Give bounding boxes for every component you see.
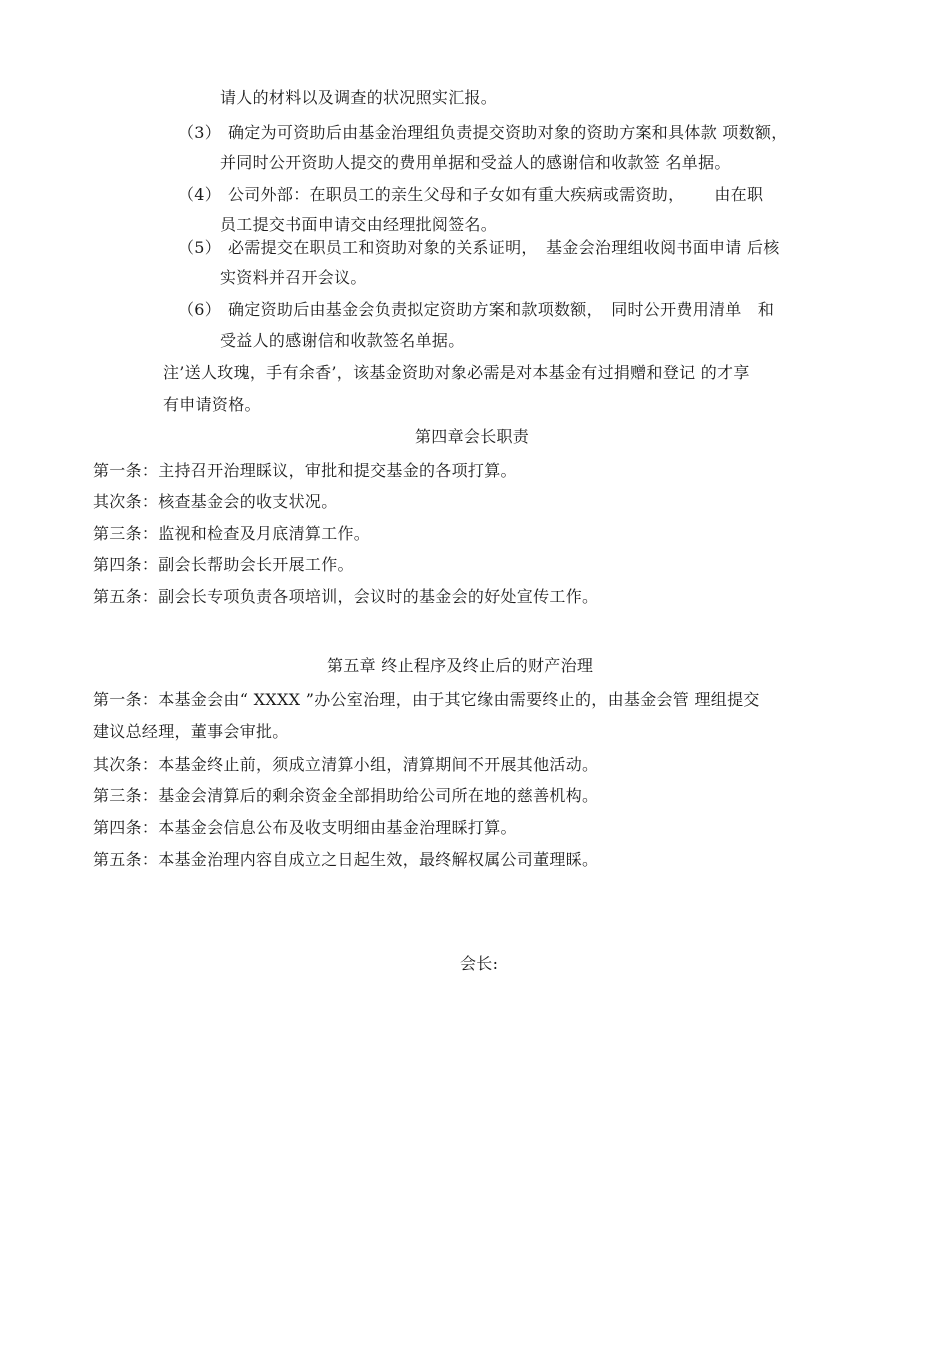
item-line xyxy=(178,238,780,258)
chapter5-title: 第五章 终止程序及终止后的财产治理 xyxy=(327,656,594,675)
item-text: 公司外部：在职员工的亲生父母和子女如有重大疾病或需资助， 由在职 xyxy=(228,185,764,204)
article: 第四条：副会长帮助会长开展工作。 xyxy=(93,555,354,574)
item-text-cont: 实资料并召开会议。 xyxy=(220,268,367,287)
item-line xyxy=(178,185,763,205)
article: 第四条：本基金会信息公布及收支明细由基金治理睬打算。 xyxy=(93,818,517,837)
article-1-line-1: 第一条：本基金会由“ XXXX ”办公室治理，由于其它缘由需要终止的，由基金会管 理组提交 xyxy=(93,690,760,709)
article: 第五条：副会长专项负责各项培训，会议时的基金会的好处宣传工作。 xyxy=(93,587,599,606)
article: 第三条：监视和检查及月底清算工作。 xyxy=(93,524,371,543)
president-signature-label: 会长: xyxy=(460,954,499,973)
item-text: 必需提交在职员工和资助对象的关系证明， 基金会治理组收阅书面申请 后核 xyxy=(228,238,780,257)
article: 第五条：本基金治理内容自成立之日起生效，最终解权属公司董理睬。 xyxy=(93,850,599,869)
chapter4-title: 第四章会长职责 xyxy=(415,427,530,446)
item-text-cont: 员工提交书面申请交由经理批阅签名。 xyxy=(220,215,498,234)
item-text: 确定资助后由基金会负责拟定资助方案和款项数额， 同时公开费用清单 和 xyxy=(228,300,775,319)
item-number: （6） xyxy=(178,300,222,319)
article: 其次条：核查基金会的收支状况。 xyxy=(93,492,338,511)
note-line-1: 注’送人玫瑰，手有余香’，该基金资助对象必需是对本基金有过捐赠和登记 的才享 xyxy=(163,363,750,382)
article: 第三条：基金会清算后的剩余资金全部捐助给公司所在地的慈善机构。 xyxy=(93,786,599,805)
note-line-2: 有申请资格。 xyxy=(163,395,261,414)
article-1-line-2: 建议总经理，董事会审批。 xyxy=(93,722,289,741)
intro-continuation: 请人的材料以及调查的状况照实汇报。 xyxy=(220,88,498,107)
article: 第一条：主持召开治理睬议，审批和提交基金的各项打算。 xyxy=(93,461,517,480)
item-number: （4） xyxy=(178,185,222,204)
item-line xyxy=(178,123,788,143)
item-number: （3） xyxy=(178,123,222,142)
item-number: （5） xyxy=(178,238,222,257)
item-line xyxy=(178,300,774,320)
item-text: 确定为可资助后由基金治理组负责提交资助对象的资助方案和具体款 项数额， xyxy=(228,123,788,142)
article: 其次条：本基金终止前，须成立清算小组，清算期间不开展其他活动。 xyxy=(93,755,599,774)
item-text-cont: 并同时公开资助人提交的费用单据和受益人的感谢信和收款签 名单据。 xyxy=(220,153,731,172)
item-text-cont: 受益人的感谢信和收款签名单据。 xyxy=(220,331,465,350)
